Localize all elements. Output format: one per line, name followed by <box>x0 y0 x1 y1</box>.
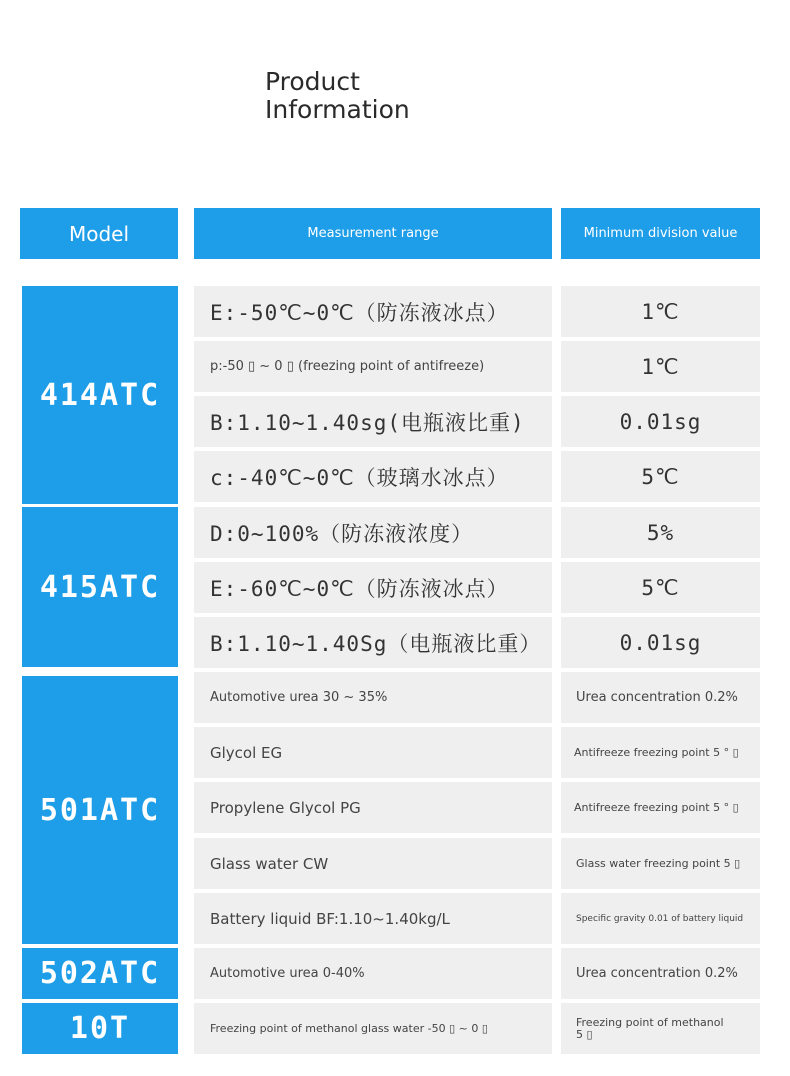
division-text: 5% <box>646 520 675 545</box>
header-model: Model <box>20 208 178 259</box>
range-text: Glycol EG <box>210 743 283 762</box>
range-cell <box>194 893 552 944</box>
division-text: 0.01sg <box>619 409 702 434</box>
division-text: 1℃ <box>641 299 680 324</box>
division-cell <box>561 396 760 447</box>
division-text: Urea concentration 0.2% <box>576 966 738 981</box>
header-minimum-division: Minimum division value <box>561 208 760 259</box>
range-cell <box>194 782 552 833</box>
division-cell <box>561 451 760 502</box>
range-cell <box>194 507 552 558</box>
page-title <box>265 68 410 124</box>
model-10t: 10T <box>22 1003 178 1054</box>
division-cell <box>561 507 760 558</box>
range-cell <box>194 396 552 447</box>
division-cell <box>561 617 760 668</box>
division-cell <box>561 893 760 944</box>
range-cell <box>194 727 552 778</box>
range-text: Freezing point of methanol glass water -50 ▯ ~ 0 ▯ <box>210 1022 488 1035</box>
division-cell <box>561 341 760 392</box>
range-cell <box>194 1003 552 1054</box>
division-text: Specific gravity 0.01 of battery liquid <box>576 913 744 924</box>
range-text: B:1.10~1.40Sg（电瓶液比重） <box>210 631 542 656</box>
division-cell <box>561 727 760 778</box>
title-line-1: Product <box>265 67 360 96</box>
division-text: Urea concentration 0.2% <box>576 690 738 705</box>
range-text: D:0~100%（防冻液浓度） <box>210 521 474 546</box>
range-cell <box>194 562 552 613</box>
title-line-2: Information <box>265 95 410 124</box>
range-text: Battery liquid BF:1.10~1.40kg/L <box>210 909 450 928</box>
division-cell <box>561 782 760 833</box>
range-cell <box>194 341 552 392</box>
division-text: 5℃ <box>641 464 680 489</box>
range-text: Glass water CW <box>210 854 329 873</box>
range-text: Automotive urea 30 ~ 35% <box>210 690 388 705</box>
range-cell <box>194 948 552 999</box>
range-cell <box>194 672 552 723</box>
range-cell <box>194 451 552 502</box>
division-cell <box>561 672 760 723</box>
model-415atc: 415ATC <box>22 507 178 667</box>
division-text-line-2: 5 ▯ <box>576 1027 593 1041</box>
range-text: c:-40℃~0℃（玻璃水冰点） <box>210 465 509 490</box>
division-text: Glass water freezing point 5 ▯ <box>576 857 741 870</box>
division-text: 5℃ <box>641 575 680 600</box>
division-cell <box>561 838 760 889</box>
header-measurement-range: Measurement range <box>194 208 552 259</box>
range-text: Automotive urea 0-40% <box>210 966 365 981</box>
range-text: Propylene Glycol PG <box>210 798 361 817</box>
division-cell <box>561 1003 760 1054</box>
range-text: E:-50℃~0℃（防冻液冰点） <box>210 300 509 325</box>
division-text: Antifreeze freezing point 5 ° ▯ <box>574 746 739 759</box>
range-text: B:1.10~1.40sg(电瓶液比重) <box>210 410 525 435</box>
division-text: Antifreeze freezing point 5 ° ▯ <box>574 801 739 814</box>
range-cell <box>194 838 552 889</box>
division-text: 0.01sg <box>619 630 702 655</box>
division-text: 1℃ <box>641 354 680 379</box>
range-text: E:-60℃~0℃（防冻液冰点） <box>210 576 509 601</box>
range-cell <box>194 286 552 337</box>
model-414atc: 414ATC <box>22 286 178 504</box>
division-cell <box>561 948 760 999</box>
division-cell <box>561 562 760 613</box>
range-text: p:-50 ▯ ~ 0 ▯ (freezing point of antifreeze) <box>210 359 485 374</box>
division-cell <box>561 286 760 337</box>
range-cell <box>194 617 552 668</box>
division-text-line-1: Freezing point of methanol <box>576 1015 724 1029</box>
model-501atc: 501ATC <box>22 676 178 944</box>
model-502atc: 502ATC <box>22 948 178 999</box>
